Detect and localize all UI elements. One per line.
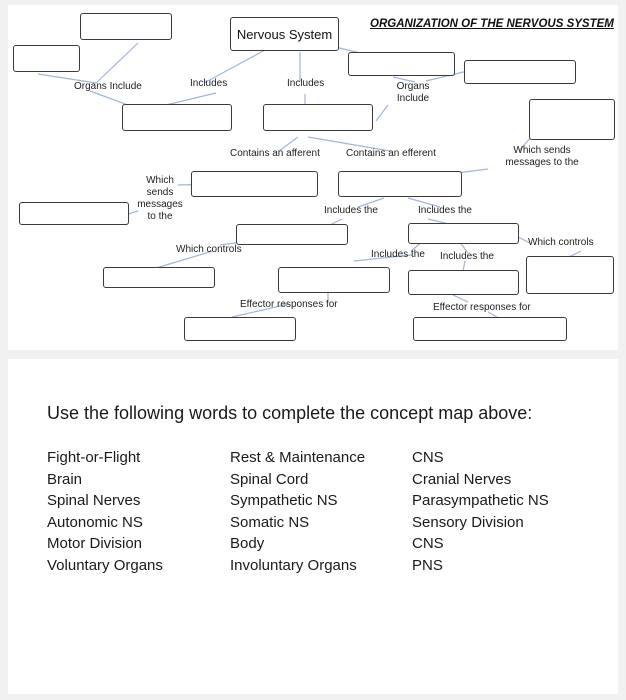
blank-box-10[interactable]	[19, 202, 129, 225]
word-item: CNS	[412, 449, 444, 466]
link-contains-afferent: Contains an afferent	[230, 148, 320, 159]
link-which-controls-right: Which controls	[528, 237, 594, 248]
link-includes-the-1: Includes the	[324, 205, 378, 216]
link-includes-right: Includes	[287, 78, 325, 89]
blank-box-2[interactable]	[13, 45, 80, 72]
link-includes-the-4: Includes the	[440, 251, 494, 262]
blank-box-14[interactable]	[278, 267, 390, 293]
instructions-heading: Use the following words to complete the concept map above:	[47, 403, 533, 423]
blank-box-1[interactable]	[80, 13, 172, 40]
blank-box-11[interactable]	[236, 224, 348, 245]
word-item: Spinal Nerves	[47, 492, 141, 509]
word-item: Parasympathetic NS	[412, 492, 549, 509]
blank-box-17[interactable]	[184, 317, 296, 341]
link-effector-right: Effector responses for	[433, 302, 531, 313]
word-item: Brain	[47, 470, 83, 488]
blank-box-6[interactable]	[263, 104, 373, 131]
word-column-1	[47, 447, 163, 576]
blank-box-5[interactable]	[122, 104, 232, 131]
link-effector-left: Effector responses for	[240, 299, 338, 310]
word-item: PNS	[412, 556, 443, 574]
blank-box-16[interactable]	[526, 256, 614, 294]
word-item: Motor Division	[47, 535, 143, 552]
blank-box-12[interactable]	[408, 223, 519, 244]
word-item: Voluntary Organs	[47, 556, 163, 574]
link-includes-left: Includes	[190, 78, 228, 89]
link-includes-the-3: Includes the	[371, 249, 425, 260]
word-item: Autonomic NS	[47, 513, 143, 531]
blank-box-15[interactable]	[408, 270, 519, 295]
word-item: Rest & Maintenance	[230, 449, 366, 466]
blank-box-9[interactable]	[338, 171, 462, 197]
link-includes-the-2: Includes the	[418, 205, 472, 216]
map-title: ORGANIZATION OF THE NERVOUS SYSTEM	[370, 18, 614, 30]
root-node	[230, 17, 339, 51]
blank-box-13[interactable]	[103, 267, 215, 288]
link-which-sends-right: Which sends messages to the	[505, 145, 579, 168]
word-item: Spinal Cord	[230, 470, 309, 488]
concept-map	[8, 5, 618, 350]
blank-box-7[interactable]	[529, 99, 615, 140]
word-item: Fight-or-Flight	[47, 449, 141, 466]
blank-box-4[interactable]	[464, 60, 576, 84]
link-organs-include-right: Organs Include	[396, 81, 430, 104]
word-item: CNS	[412, 535, 444, 552]
link-which-sends-left: Which sends messages to the	[137, 175, 183, 222]
word-item: Cranial Nerves	[412, 470, 512, 488]
word-item: Somatic NS	[230, 513, 310, 531]
link-organs-include-left: Organs Include	[74, 81, 142, 92]
word-bank	[8, 359, 618, 694]
blank-box-3[interactable]	[348, 52, 455, 76]
link-contains-efferent: Contains an efferent	[346, 148, 436, 159]
blank-box-18[interactable]	[413, 317, 567, 341]
word-item: Sympathetic NS	[230, 492, 338, 509]
blank-box-8[interactable]	[191, 171, 318, 197]
word-item: Involuntary Organs	[230, 556, 357, 574]
word-item: Sensory Division	[412, 513, 524, 531]
root-node-label: Nervous System	[236, 26, 333, 42]
link-which-controls-left: Which controls	[176, 244, 242, 255]
word-column-2	[230, 447, 365, 576]
word-item: Body	[230, 535, 265, 552]
word-column-3	[412, 447, 549, 576]
